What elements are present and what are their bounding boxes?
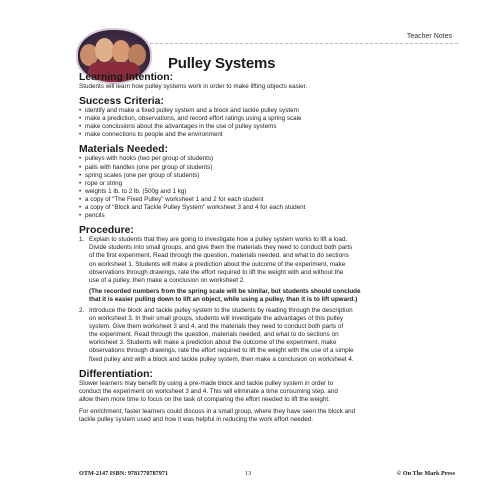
- step-number: 1.: [79, 236, 85, 244]
- list-item: • a copy of “The Fixed Pulley” worksheet 1 and 2 for each student: [79, 195, 264, 203]
- list-item: • weights 1 lb. to 2 lb. (500g and 1 kg): [79, 187, 187, 195]
- list-item: • a copy of “Block and Tackle Pulley System” worksheet 3 and 4 for each student: [79, 204, 306, 212]
- learning-intention-text: Students will learn how pulley systems work in order to make lifting objects easier.: [79, 83, 308, 90]
- header-divider: [150, 43, 458, 44]
- differentiation-paragraph-1: Slower learners may benefit by using a pre-made block and tackle pulley system in order to conduct the experiment on worksheet 3 and 4. This will eliminate a time consuming step, and allow them more time to focus on the task of comparing the effort needed to lift the weight.: [79, 379, 338, 403]
- footer-page-number: 13: [245, 470, 252, 477]
- procedure-step-2: 2. Introduce the block and tackle pulley system to the students by reading through the description on worksheet 3. In their small groups, students will investigate the advantages of this pulley system. Give them worksheet 3 and 4, and the materials they need to conduct both parts of the experiment. Read through the question, materials needed, and what to do sections on worksheet 3. Students will make a prediction about the outcome of the experiment, make observations through drawings, rate the effort required to lift the weight with the use of a simple fixed pulley and with a block and tackle pulley system, then make a conclusion on worksheet 4.: [79, 306, 354, 363]
- list-item: • pails with handles (one per group of students): [79, 163, 213, 171]
- list-item: • spring scales (one per group of students): [79, 171, 200, 179]
- list-item: • make conclusions about the advantages in the use of pulley systems: [79, 123, 277, 131]
- list-item: • make connections to people and the environment: [79, 131, 223, 139]
- differentiation-paragraph-2: For enrichment, faster learners could discuss in a small group, where they have seen the block and tackle pulley system used and how it was helpful in reducing the work effort needed.: [79, 407, 356, 423]
- content: [79, 72, 449, 424]
- page-footer: [79, 470, 455, 484]
- materials-heading: Materials Needed:: [79, 144, 168, 156]
- step-number: 2.: [79, 306, 85, 314]
- differentiation-heading: Differentiation:: [79, 368, 153, 380]
- procedure-steps-continued: [79, 307, 449, 364]
- procedure-step-1: 1. Explain to students that they are going to investigate how a pulley system works to lift a load. Divide students into small groups, and give them the materials they need to conduct both parts of the first experiment. Read through the question, materials needed, and what to do sections on worksheet 1. Students will make a prediction about the outcome of the experiment, make observations through drawings, rate the effort required to lift the weight with and without the use of a pulley, then make a conclusion on worksheet 2.: [79, 236, 353, 284]
- teacher-note-bold: (The recorded numbers from the spring scale will be similar, but students should conclude that it is easier pulling down to lift an object, while using a pulley, than it is to lift upward.): [89, 287, 361, 303]
- footer-isbn: OTM-2147 ISBN: 9781770787971: [79, 470, 169, 477]
- procedure-steps: [79, 236, 449, 285]
- list-item: • rope or string: [79, 179, 123, 187]
- list-item: • identify and make a fixed pulley system and a block and tackle pulley system: [79, 107, 299, 115]
- success-criteria-list: [79, 107, 449, 139]
- learning-intention-heading: Learning Intention:: [79, 72, 174, 83]
- materials-list: [79, 155, 449, 220]
- success-criteria-heading: Success Criteria:: [79, 96, 164, 108]
- list-item: • pulleys with hooks (two per group of students): [79, 155, 214, 163]
- teacher-notes-label: Teacher Notes: [406, 33, 452, 40]
- list-item: • make a prediction, observations, and record effort ratings using a spring scale: [79, 115, 302, 123]
- procedure-heading: Procedure:: [79, 225, 134, 237]
- page-title: Pulley Systems: [168, 55, 276, 72]
- footer-copyright: © On The Mark Press: [396, 470, 455, 477]
- list-item: • pencils: [79, 212, 105, 220]
